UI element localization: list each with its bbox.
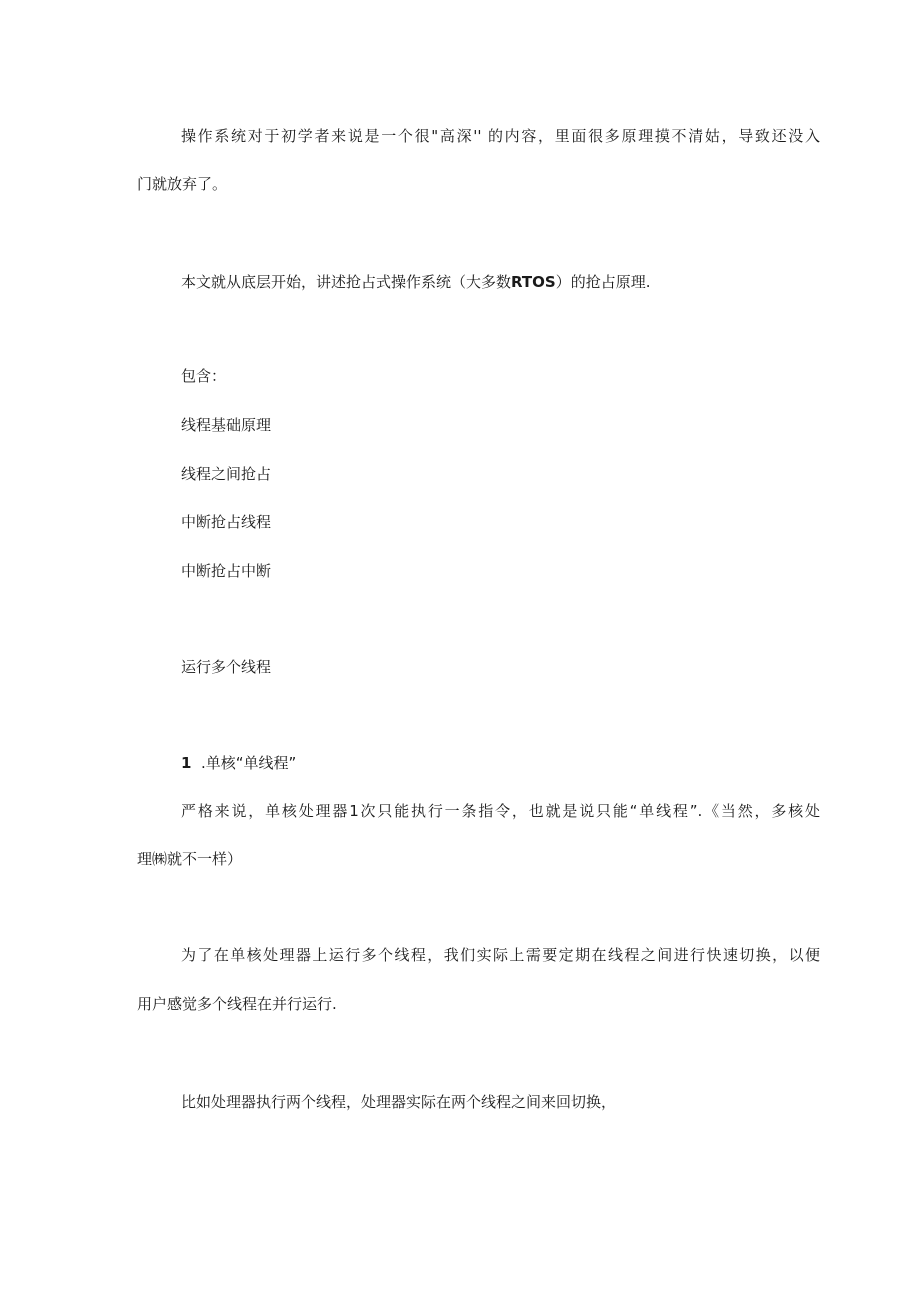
subsection-number: 1 bbox=[181, 754, 192, 772]
intro-line-1: 操作系统对于初学者来说是一个很"高深'' 的内容，里面很多原理摸不清姑，导致还没入 bbox=[181, 127, 820, 145]
paragraph-3-line-1: 比如处理器执行两个线程，处理器实际在两个线程之间来回切换， bbox=[181, 1093, 617, 1111]
intro-line-2: 门就放弃了。 bbox=[137, 175, 228, 193]
section-title: 运行多个线程 bbox=[181, 658, 272, 676]
paragraph-1-line-2: 理㈱就不一样） bbox=[137, 850, 243, 868]
summary-text-before: 本文就从底层开始，讲述抢占式操作系统（大多数 bbox=[181, 273, 512, 291]
contents-item: 中断抢占中断 bbox=[181, 562, 272, 580]
paragraph-2-line-2: 用户感觉多个线程在并行运行. bbox=[137, 995, 337, 1013]
summary-paragraph bbox=[181, 272, 650, 292]
contents-item: 中断抢占线程 bbox=[181, 513, 272, 531]
paragraph-1-line-1: 严格来说，单核处理器1次只能执行一条指令，也就是说只能“单线程”.《当然，多核处 bbox=[181, 802, 820, 820]
contents-item: 线程基础原理 bbox=[181, 416, 272, 434]
summary-text-after: ）的抢占原理. bbox=[555, 273, 651, 291]
paragraph-2-line-1: 为了在单核处理器上运行多个线程，我们实际上需要定期在线程之间进行快速切换，以便 bbox=[181, 946, 820, 964]
contents-heading: 包含： bbox=[181, 367, 227, 385]
subsection-heading bbox=[181, 753, 296, 773]
contents-item: 线程之间抢占 bbox=[181, 465, 272, 483]
subsection-title: .单核“单线程” bbox=[201, 754, 297, 772]
summary-text-bold: RTOS bbox=[511, 273, 556, 291]
